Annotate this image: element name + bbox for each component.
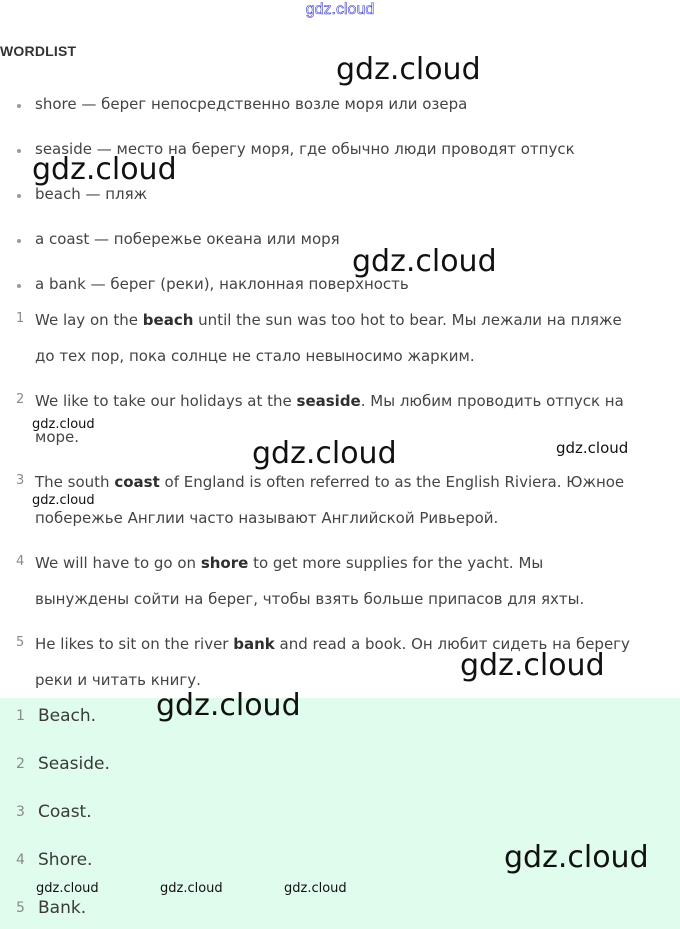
answer-item: 2 Seaside.	[16, 754, 110, 774]
watermark: gdz.cloud	[556, 439, 629, 457]
watermark: gdz.cloud	[32, 417, 95, 432]
watermark: gdz.cloud	[352, 244, 497, 279]
wordlist-heading: WORDLIST	[0, 43, 77, 59]
answer-number: 4	[16, 852, 25, 868]
watermark: gdz.cloud	[32, 493, 95, 508]
wordlist-item: a bank — берег (реки), наклонная поверхность	[0, 275, 680, 299]
watermark: gdz.cloud	[160, 881, 223, 896]
answer-item: 4 Shore.	[16, 850, 93, 870]
answer-number: 5	[16, 900, 25, 916]
bullet-icon	[17, 284, 21, 288]
wordlist-item: shore — берег непосредственно возле моря или озера	[0, 95, 680, 119]
watermark: gdz.cloud	[36, 881, 99, 896]
watermark: gdz.cloud	[32, 152, 177, 187]
answer-item: 3 Coast.	[16, 802, 92, 822]
bullet-icon	[17, 239, 21, 243]
example-number: 3	[16, 473, 25, 488]
wordlist-item: seaside — место на берегу моря, где обычно люди проводят отпуск	[0, 140, 680, 164]
answer-number: 1	[16, 708, 25, 724]
watermark: gdz.cloud	[460, 648, 605, 683]
bullet-icon	[17, 149, 21, 153]
watermark: gdz.cloud	[336, 52, 481, 87]
watermark: gdz.cloud	[284, 881, 347, 896]
answer-item: 1 Beach.	[16, 706, 97, 726]
keyword: bank	[233, 635, 275, 653]
answer-number: 3	[16, 804, 25, 820]
watermark: gdz.cloud	[504, 840, 649, 875]
example-number: 5	[16, 635, 25, 650]
keyword: shore	[200, 554, 249, 572]
bullet-icon	[17, 104, 21, 108]
example-number: 1	[16, 311, 25, 326]
keyword: coast	[114, 473, 160, 491]
wordlist-item: a coast — побережье океана или моря	[0, 230, 680, 254]
keyword: seaside	[296, 392, 361, 410]
keyword: beach	[142, 311, 194, 329]
answer-number: 2	[16, 756, 25, 772]
wordlist-item: beach — пляж	[0, 185, 680, 209]
bullet-icon	[17, 194, 21, 198]
example-number: 4	[16, 554, 25, 569]
watermark: gdz.cloud	[252, 436, 397, 471]
watermark: gdz.cloud	[156, 688, 301, 723]
example-number: 2	[16, 392, 25, 407]
top-watermark: gdz.cloud	[305, 1, 375, 18]
answer-item: 5 Bank.	[16, 898, 87, 918]
